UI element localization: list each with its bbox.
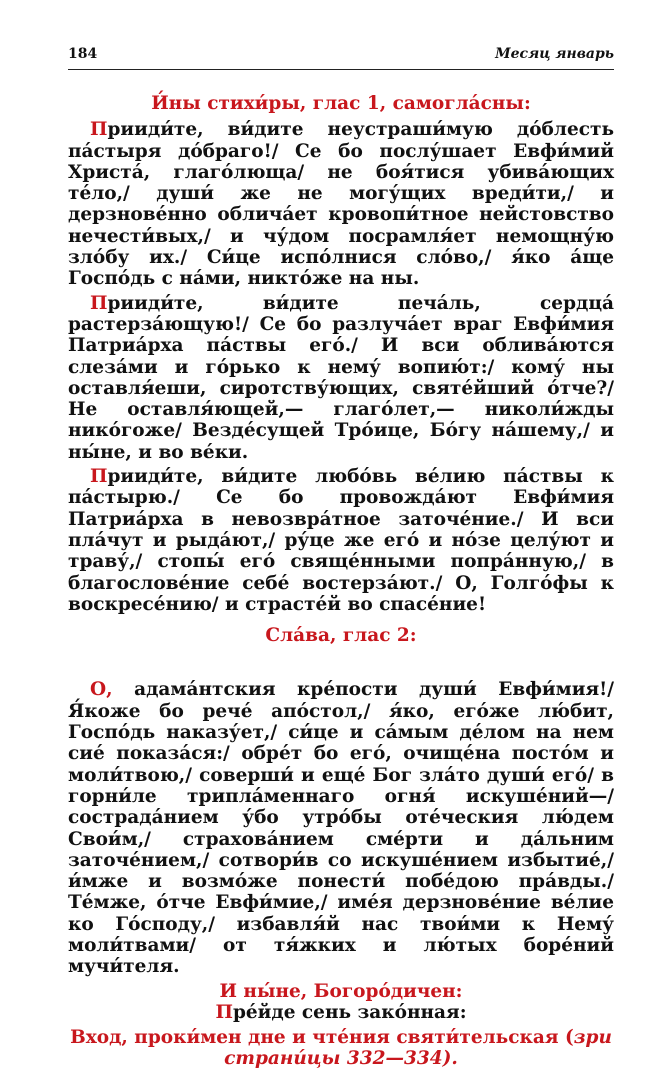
preide-text: ре́йде сень зако́нная: <box>232 1001 467 1023</box>
sticheron-3-initial: П <box>90 466 108 488</box>
slava-initial: О, <box>90 679 113 701</box>
preide-initial: П <box>215 1001 233 1023</box>
header-rule <box>68 69 614 70</box>
sticheron-1 <box>68 119 614 289</box>
sticheron-1-text: рииди́те, ви́дите неустраши́мую до́блесть па́стыря до́браго!/ Се бо послу́шает Евфи́мий Христа́, глаго́люща/ не боя́тися убива́ющих те́ло,/ души́ же не могу́щих вреди́ти,/ и дерзнове́нно облича́ет кровопи́тное нейстовство нечести́вых,/ и чу́дом посрамля́ет немощну́ю зло́бу их./ Си́це испо́лнися сло́во,/ я́ко а́ще Госпо́дь с на́ми, никто́же на ны. <box>68 119 614 290</box>
sticheron-1-initial: П <box>90 119 108 141</box>
sticheron-3-text: рииди́те, ви́дите любо́вь ве́лию па́ствы к па́стырю./ Се бо провожда́ют Евфи́мия Патриа́рха в невозвра́тное заточе́ние./ И вси пла́чут и рыда́ют,/ ру́це же его́ и но́зе целу́ют и траву́,/ стопы́ его́ свяще́нными попра́нную,/ в благослове́ние себе́ востерза́ют./ О, Голго́фы к воскресе́нию/ и страсте́й во спасе́ние! <box>68 466 614 615</box>
vhod-text: Вход, проки́мен дне и чте́ния святи́тельская ( <box>70 1027 574 1049</box>
sticheron-2-initial: П <box>90 292 108 314</box>
sticheron-2-text: рииди́те, ви́дите печа́ль, сердца́ растерза́ющую!/ Се бо разлуча́ет враг Евфи́мия Патриа́рха па́ствы его́./ И вси облива́ются слеза́ми и го́рько к нему́ вопию́т:/ кому́ ны оставля́еши, сиротству́ющих, святе́йший о́тче?/ Не оставля́ющей,— глаго́лет,— николи́жды нико́гоже/ Везде́сущей Тро́ице, Бо́гу на́шему,/ и ны́не, и во ве́ки. <box>68 292 614 463</box>
slava-heading: Сла́ва, глас 2: <box>265 625 417 647</box>
running-title: Месяц январь <box>495 46 614 62</box>
sticheron-3 <box>68 466 614 615</box>
stichera-heading: И́ны стихи́ры, глас 1, самогла́сны: <box>151 93 531 114</box>
page-body <box>68 93 614 1070</box>
page-header <box>68 46 614 68</box>
vhod-rubric <box>68 1027 614 1070</box>
slava-text-block <box>68 679 614 977</box>
slava-text: адама́нтския кре́пости души́ Евфи́мия!/ Я́коже бо рече́ апо́стол,/ я́ко, его́же лю́бит, Госпо́дь наказу́ет,/ си́це и са́мым де́лом на нем сие́ показа́ся:/ обре́т бо его́, очище́на посто́м и моли́твою,/ соверши́ и еще́ Бог зла́то души́ его́/ в горни́ле трипла́меннаго огня́ искуше́ний—/ сострада́нием у́бо утро́бы оте́ческия лю́дем Свои́м,/ страхова́нием сме́рти и да́льним заточе́нием,/ сотвори́в со искуше́нием избытие́,/ и́мже и возмо́же понести́ побе́дою пра́вды./ Те́мже, о́тче Евфи́мие,/ име́я дерзнове́ние ве́лие ко Го́споду,/ избавля́й нас твои́ми к Нему́ моли́твами/ от тя́жких и лю́тых боре́ний мучи́теля. <box>68 679 614 978</box>
preide-line <box>68 1002 614 1023</box>
sticheron-2 <box>68 293 614 463</box>
nyne-heading: И ны́не, Богоро́дичен: <box>219 980 463 1002</box>
vhod-reference: зри страни́цы 332—334). <box>224 1027 612 1070</box>
page-number: 184 <box>68 46 98 62</box>
